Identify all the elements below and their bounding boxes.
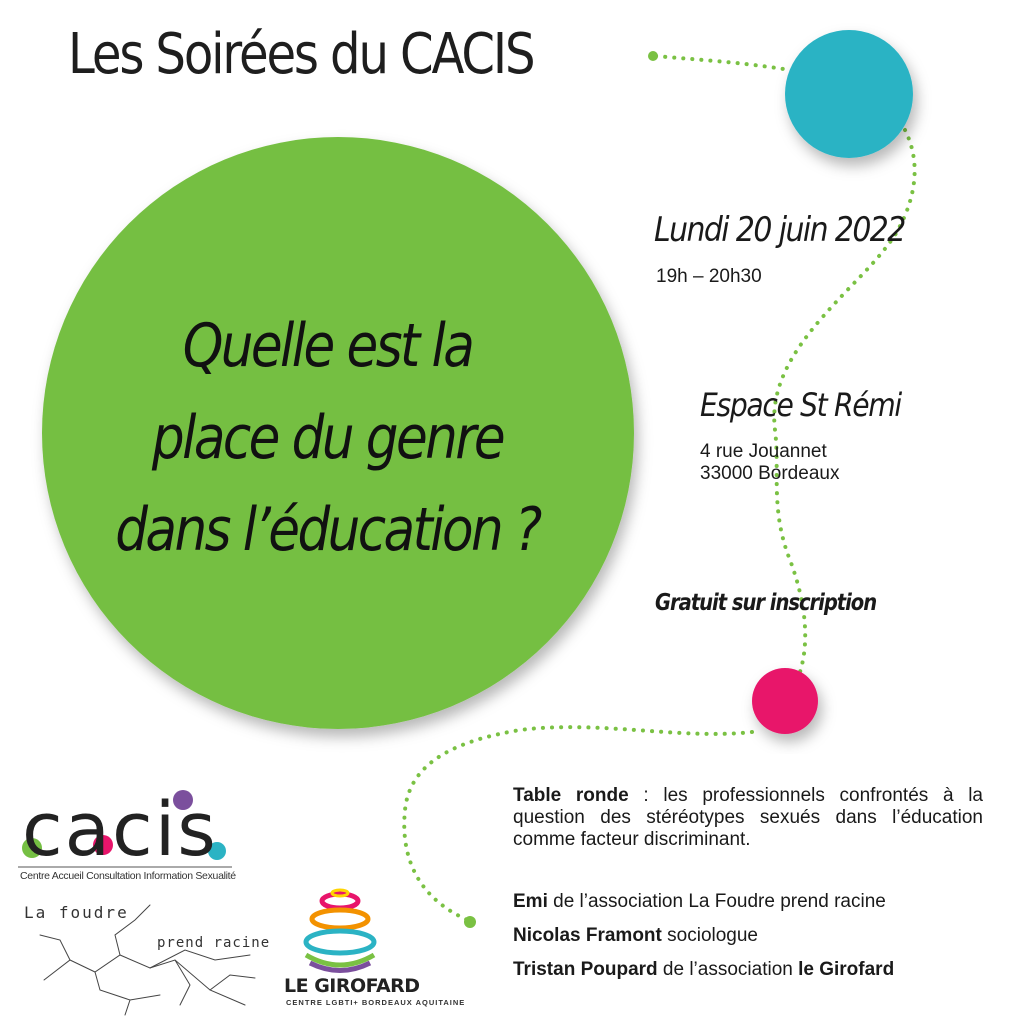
speaker-item bbox=[513, 959, 894, 981]
speaker-name: Emi bbox=[513, 891, 548, 912]
speaker-role: sociologue bbox=[661, 925, 758, 946]
girofard-logo-icon bbox=[306, 890, 374, 971]
event-address bbox=[700, 441, 839, 485]
speaker-item bbox=[513, 891, 886, 913]
cacis-tagline: Centre Accueil Consultation Information Sexualité bbox=[20, 870, 236, 882]
cacis-logo-text: cacis bbox=[22, 787, 218, 873]
foudre-logo-text: La foudre bbox=[24, 903, 129, 922]
pricing-note: Gratuit sur inscription bbox=[655, 590, 877, 616]
question-line: place du genre bbox=[151, 403, 504, 473]
pink-circle bbox=[752, 668, 818, 734]
speaker-item bbox=[513, 925, 758, 947]
foudre-logo-text: prend racine bbox=[157, 935, 271, 951]
event-venue: Espace St Rémi bbox=[700, 386, 901, 424]
speaker-name: Tristan Poupard bbox=[513, 959, 658, 980]
connector-dot bbox=[648, 51, 658, 61]
girofard-logo-subtitle: CENTRE LGBTI+ BORDEAUX AQUITAINE bbox=[286, 998, 466, 1007]
description-label: Table ronde bbox=[513, 785, 629, 806]
girofard-logo-text: LE GIROFARD bbox=[284, 975, 420, 997]
speaker-name: Nicolas Framont bbox=[513, 925, 662, 946]
teal-circle bbox=[785, 30, 913, 158]
connector-dot bbox=[464, 916, 476, 928]
event-description bbox=[513, 785, 983, 851]
description-separator: : bbox=[628, 785, 664, 806]
main-question bbox=[48, 300, 607, 576]
description-text: les professionnels confrontés à la question des stéréotypes sexués dans l’éducation comme facteur discriminant. bbox=[513, 785, 983, 850]
address-line: 33000 Bordeaux bbox=[700, 463, 840, 484]
address-line: 4 rue Jouannet bbox=[700, 441, 827, 462]
question-line: Quelle est la bbox=[182, 311, 473, 381]
event-date: Lundi 20 juin 2022 bbox=[654, 210, 905, 250]
speaker-org: le Girofard bbox=[798, 959, 895, 980]
event-time: 19h – 20h30 bbox=[656, 266, 762, 287]
speaker-role: de l’association La Foudre prend racine bbox=[547, 891, 886, 912]
question-line: dans l’éducation ? bbox=[115, 495, 540, 565]
page-title: Les Soirées du CACIS bbox=[68, 22, 534, 87]
speaker-role: de l’association bbox=[657, 959, 799, 980]
